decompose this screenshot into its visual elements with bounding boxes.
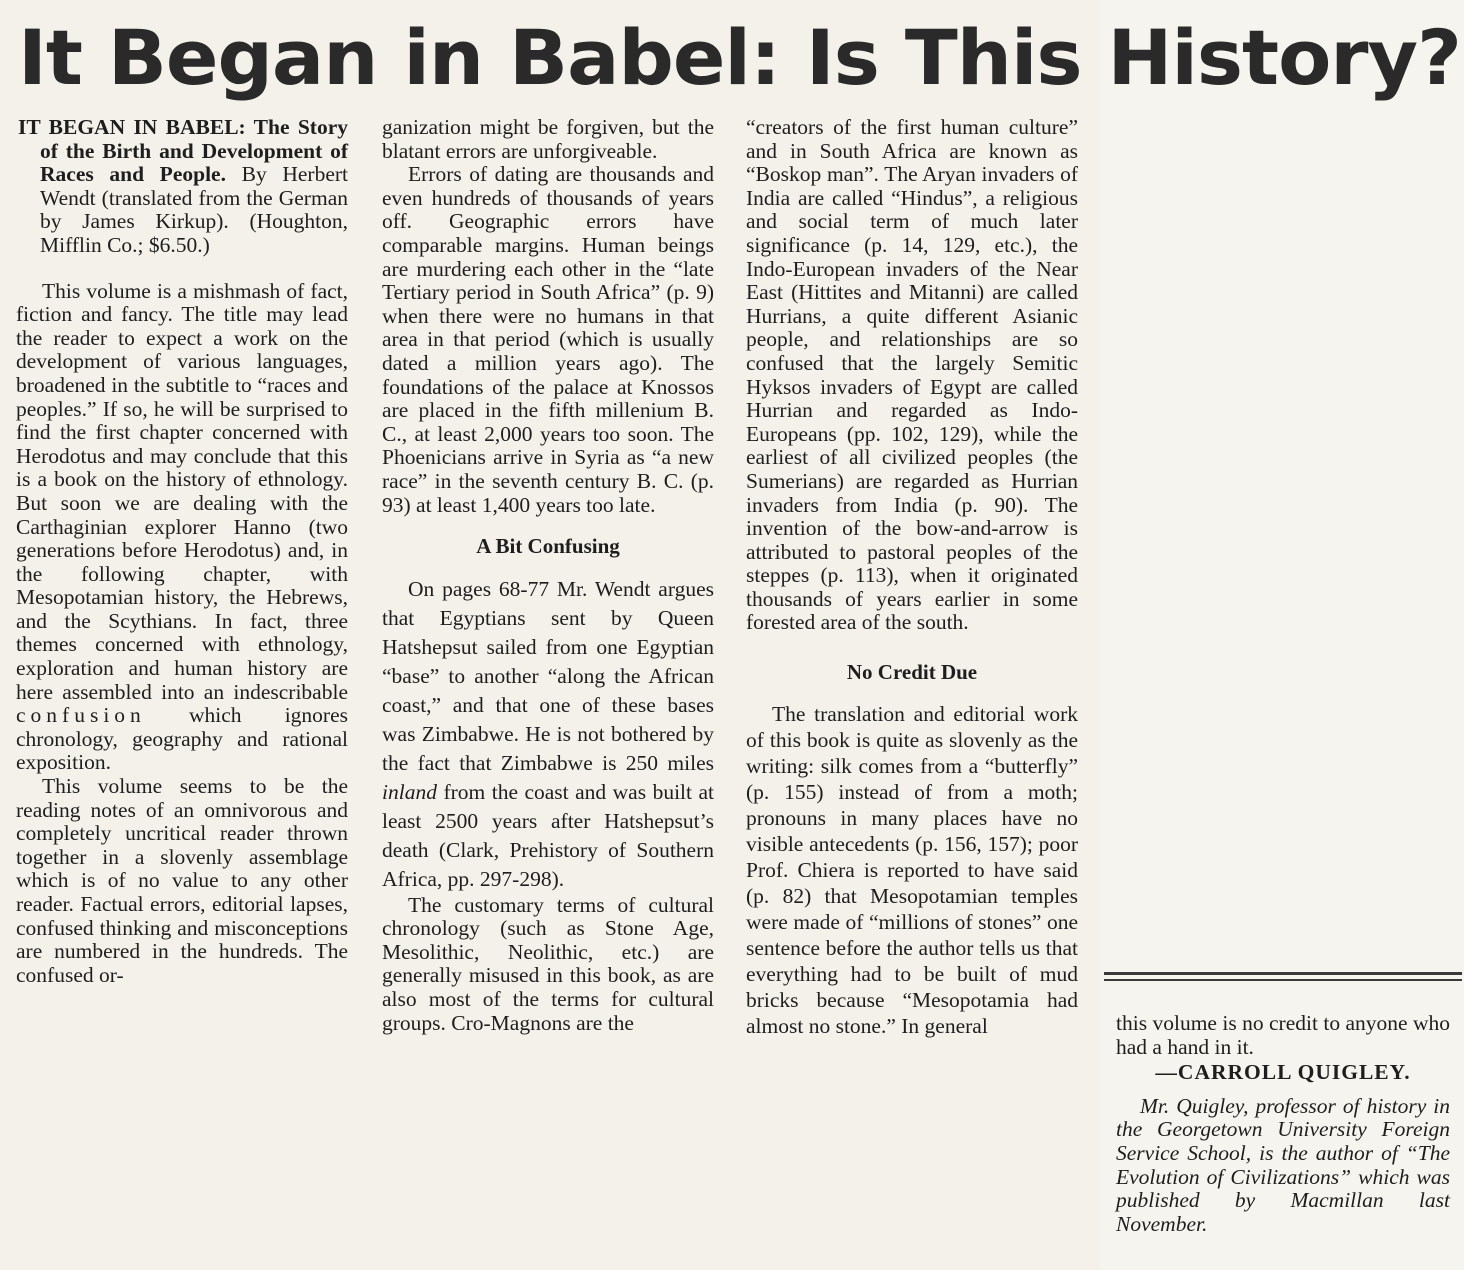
- book-title: IT BEGAN IN BABEL: The Story of the Birth and Development of Races and People.: [18, 115, 348, 187]
- column-2: [382, 116, 714, 1035]
- author-bio: Mr. Quigley, professor of history in the Georgetown University Foreign Service School, is the author of “The Evolution of Civilizations” which was published by Macmillan last November.: [1116, 1093, 1450, 1236]
- divider-rule: [1104, 979, 1462, 981]
- paragraph: Errors of dating are thousands and even hundreds of thousands of years off. Geographic errors have comparable margins. Human beings are murdering each other in the “late Tertiary period in South Africa” (p. 9) when there were no humans in that area in that period (which is usually dated a million years ago). The foundations of the palace at Knossos are placed in the fifth millenium B. C., at least 2,000 years too soon. The Phoenicians arrive in Syria as “a new race” in the seventh century B. C. (p. 93) at least 1,400 years too late.: [382, 162, 714, 517]
- emphasized-word: confusion: [16, 703, 146, 728]
- bibliography: [16, 116, 348, 258]
- paragraph-text: which ignores chronology, geography and rational exposition.: [16, 703, 348, 775]
- paragraph: this volume is no credit to anyone who had a hand in it.: [1116, 1011, 1450, 1059]
- headline: It Began in Babel: Is This History?: [18, 13, 1461, 102]
- paragraph: This volume seems to be the reading notes of an omnivorous and completely uncritical reader thrown together in a slovenly assemblage which is of no value to any other reader. Factual errors, editorial lapses, confused thinking and misconceptions are numbered in the hundreds. The confused or-: [16, 774, 348, 987]
- column-3: [746, 116, 1078, 1039]
- paragraph-text: This volume is a mishmash of fact, fiction and fancy. The title may lead the reader to expect a work on the development of various languages, broadened in the subtitle to “races and peoples.” If so, he will be surprised to find the first chapter concerned with Herodotus and may conclude that this is a book on the history of ethnology. But soon we are dealing with the Carthaginian explorer Hanno (two generations before Herodotus) and, in the following chapter, with Mesopotamian history, the Hebrews, and the Scythians. In fact, three themes concerned with ethnology, exploration and human history are here assembled into an indescribable: [16, 278, 348, 704]
- author-signature: —CARROLL QUIGLEY.: [1155, 1060, 1411, 1085]
- paragraph: [16, 280, 348, 775]
- paragraph-text: On pages 68-77 Mr. Wendt argues that Egyptians sent by Queen Hatshepsut sailed from one Egyptian “base” to another “along the African coast,” and that one of these bases was Zimbabwe. He is not bothered by the fact that Zimbabwe is 250 miles: [382, 576, 714, 775]
- book-details: By Herbert Wendt (translated from the German by James Kirkup). (Houghton, Mifflin Co.; $6.50.): [40, 162, 349, 257]
- paragraph: [382, 575, 714, 894]
- column-1: [16, 116, 348, 987]
- paragraph: “creators of the first human culture” and in South Africa are known as “Boskop man”. The Aryan invaders of India are called “Hindus”, a religious and social term of much later significance (p. 14, 129, etc.), the Indo-European invaders of the Near East (Hittites and Mitanni) are called Hurrians, a quite different Asianic people, and relationships are so confused that the largely Semitic Hyksos invaders of Egypt are called Hurrian and regarded as Indo-Europeans (pp. 102, 129), while the earliest of all civilized peoples (the Sumerians) are regarded as Hurrian invaders from India (p. 90). The invention of the bow-and-arrow is attributed to pastoral peoples of the steppes (p. 113), when it originated thousands of years earlier in some forested area of the south.: [746, 115, 1078, 635]
- subheading: No Credit Due: [846, 660, 978, 685]
- italic-word: inland: [382, 779, 437, 804]
- paragraph: ganization might be forgiven, but the blatant errors are unforgiveable.: [382, 115, 714, 163]
- divider-rule: [1104, 972, 1462, 975]
- paragraph: The translation and editorial work of this book is quite as slovenly as the writing: silk comes from a “butterfly” (p. 155) instead of from a moth; pronouns in many places have no visible antecedents (p. 156, 157); poor Prof. Chiera is reported to have said (p. 82) that Mesopotamian temples were made of “millions of stones” one sentence before the author tells us that everything had to be built of mud bricks because “Mesopotamia had almost no stone.” In general: [746, 701, 1078, 1038]
- paragraph-text: from the coast and was built at least 2500 years after Hatshepsut’s death (Clark, Prehistory of Southern Africa, pp. 297-298).: [382, 779, 714, 891]
- column-4: [1116, 1012, 1450, 1236]
- paragraph: The customary terms of cultural chronology (such as Stone Age, Mesolithic, Neolithic, etc.) are generally misused in this book, as are also most of the terms for cultural groups. Cro-Magnons are the: [382, 892, 714, 1035]
- subheading: A Bit Confusing: [476, 534, 620, 559]
